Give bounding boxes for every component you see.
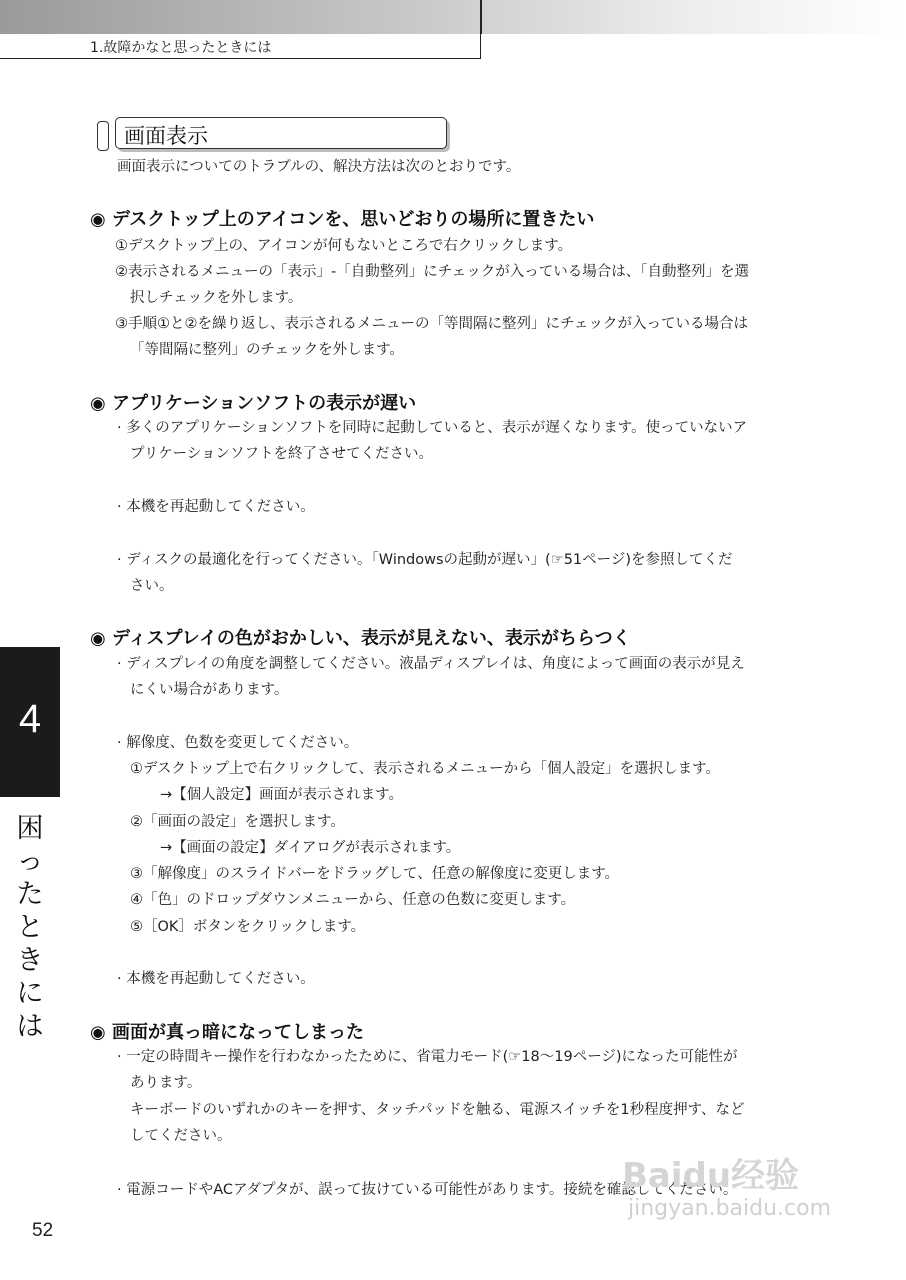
topic-line: あります。	[130, 1075, 202, 1091]
watermark-url: jingyan.baidu.com	[628, 1196, 832, 1221]
section-marker-icon	[97, 121, 109, 151]
topic-line: にくい場合があります。	[130, 682, 289, 698]
topic-line: →【個人設定】画面が表示されます。	[160, 787, 403, 803]
topic-line: ①デスクトップ上で右クリックして、表示されるメニューから「個人設定」を選択します。	[130, 761, 720, 777]
topic-line: · ディスプレイの角度を調整してください。液晶ディスプレイは、角度によって画面の表示が見え	[117, 656, 745, 672]
topic-line: ①デスクトップ上の、アイコンが何もないところで右クリックします。	[115, 238, 573, 254]
section-intro: 画面表示についてのトラブルの、解決方法は次のとおりです。	[117, 159, 521, 175]
chapter-number: 4	[18, 697, 42, 741]
section-title-box	[115, 117, 447, 149]
chapter-tab	[0, 647, 60, 797]
chapter-label: 困ったときには	[16, 813, 44, 1042]
topic-line: ②表示されるメニューの「表示」-「自動整列」にチェックが入っている場合は、「自動整列」を選	[115, 264, 750, 280]
topic-line: →【画面の設定】ダイアログが表示されます。	[160, 840, 461, 856]
topic-line: · 一定の時間キー操作を行わなかったために、省電力モード(☞18～19ページ)になった可能性が	[117, 1049, 738, 1065]
topic-line: さい。	[130, 578, 174, 594]
topic-line: ③手順①と②を繰り返し、表示されるメニューの「等間隔に整列」にチェックが入っている場合は	[115, 316, 749, 332]
section-title: 画面表示	[124, 124, 208, 148]
topic-line: 「等間隔に整列」のチェックを外します。	[130, 342, 404, 358]
header-gradient-bar	[0, 0, 906, 34]
topic-line: プリケーションソフトを終了させてください。	[130, 446, 434, 462]
topic-line: してください。	[130, 1128, 232, 1144]
topic-line: · 本機を再起動してください。	[117, 971, 315, 987]
topic-heading: ◉ デスクトップ上のアイコンを、思いどおりの場所に置きたい	[90, 209, 595, 230]
topic-line: · 本機を再起動してください。	[117, 499, 315, 515]
breadcrumb: 1.故障かなと思ったときには	[90, 40, 272, 56]
topic-line: ③「解像度」のスライドバーをドラッグして、任意の解像度に変更します。	[130, 866, 620, 882]
header	[0, 34, 481, 59]
watermark-logo: Baidu经验	[622, 1156, 800, 1196]
topic-line: · ディスクの最適化を行ってください。「Windowsの起動が遅い」(☞51ページ)を参照してくだ	[117, 552, 733, 568]
topic-line: · 多くのアプリケーションソフトを同時に起動していると、表示が遅くなります。使っていないア	[117, 420, 748, 436]
topic-heading: ◉ アプリケーションソフトの表示が遅い	[90, 393, 417, 414]
topic-heading: ◉ ディスプレイの色がおかしい、表示が見えない、表示がちらつく	[90, 628, 631, 649]
topic-line: ②「画面の設定」を選択します。	[130, 814, 345, 830]
topic-line: · 電源コードやACアダプタが、誤って抜けている可能性があります。接続を確認してください。	[117, 1182, 738, 1198]
topic-line: · 解像度、色数を変更してください。	[117, 735, 359, 751]
topic-line: ④「色」のドロップダウンメニューから、任意の色数に変更します。	[130, 892, 576, 908]
topic-line: 択しチェックを外します。	[130, 290, 303, 306]
header-divider	[480, 0, 482, 34]
topic-heading: ◉ 画面が真っ暗になってしまった	[90, 1022, 364, 1043]
page-number: 52	[32, 1220, 54, 1241]
topic-line: キーボードのいずれかのキーを押す、タッチパッドを触る、電源スイッチを1秒程度押す、など	[130, 1102, 745, 1118]
topic-line: ⑤［OK］ボタンをクリックします。	[130, 919, 366, 935]
